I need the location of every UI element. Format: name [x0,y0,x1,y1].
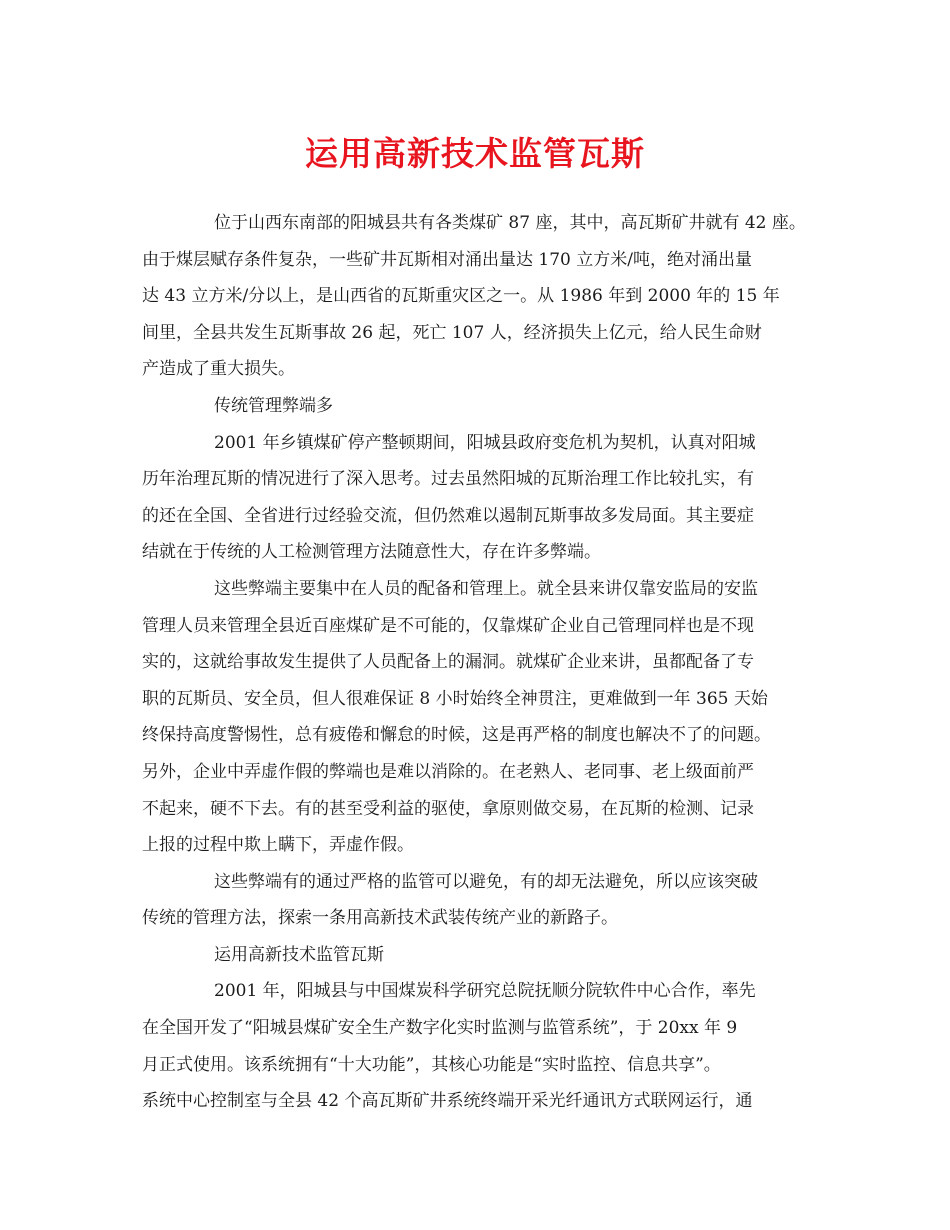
section-heading: 运用高新技术监管瓦斯 [214,944,384,965]
paragraph-line: 实的，这就给事故发生提供了人员配备上的漏洞。就煤矿企业来讲，虽都配备了专 [142,652,754,673]
paragraph-line: 结就在于传统的人工检测管理方法随意性大，存在许多弊端。 [142,542,601,563]
paragraph-line: 2001 年，阳城县与中国煤炭科学研究总院抚顺分院软件中心合作，率先 [214,981,756,1002]
paragraph-line: 另外，企业中弄虚作假的弊端也是难以消除的。在老熟人、老同事、老上级面前严 [142,761,754,782]
paragraph-line: 管理人员来管理全县近百座煤矿是不可能的，仅靠煤矿企业自己管理同样也是不现 [142,615,754,636]
paragraph-line: 这些弊端主要集中在人员的配备和管理上。就全县来讲仅靠安监局的安监 [214,578,758,599]
paragraph-line: 系统中心控制室与全县 42 个高瓦斯矿井系统终端开采光纤通讯方式联网运行，通 [142,1091,753,1112]
paragraph-line: 传统的管理方法，探索一条用高新技术武装传统产业的新路子。 [142,908,618,929]
document-title: 运用高新技术监管瓦斯 [305,134,645,173]
section-heading: 传统管理弊端多 [214,395,333,416]
document-body [142,205,812,1120]
paragraph-line: 的还在全国、全省进行过经验交流，但仍然难以遏制瓦斯事故多发局面。其主要症 [142,505,754,526]
paragraph-line: 间里，全县共发生瓦斯事故 26 起，死亡 107 人，经济损失上亿元，给人民生命财 [142,322,762,343]
paragraph-line: 产造成了重大损失。 [142,359,295,380]
paragraph-line: 这些弊端有的通过严格的监管可以避免，有的却无法避免，所以应该突破 [214,871,758,892]
paragraph-line: 由于煤层赋存条件复杂，一些矿井瓦斯相对涌出量达 170 立方米/吨，绝对涌出量 [142,249,752,270]
paragraph-line: 终保持高度警惕性，总有疲倦和懈怠的时候，这是再严格的制度也解决不了的问题。 [142,725,771,746]
paragraph-line: 上报的过程中欺上瞒下，弄虚作假。 [142,835,414,856]
paragraph-line: 2001 年乡镇煤矿停产整顿期间，阳城县政府变危机为契机，认真对阳城 [214,432,756,453]
paragraph-line: 历年治理瓦斯的情况进行了深入思考。过去虽然阳城的瓦斯治理工作比较扎实，有 [142,469,754,490]
paragraph-line: 不起来，硬不下去。有的甚至受利益的驱使，拿原则做交易，在瓦斯的检测、记录 [142,798,754,819]
paragraph-line: 月正式使用。该系统拥有“十大功能”，其核心功能是“实时监控、信息共享”。 [142,1054,721,1075]
paragraph-line: 职的瓦斯员、安全员，但人很难保证 8 小时始终全神贯注，更难做到一年 365 天始 [142,688,768,709]
paragraph-line: 位于山西东南部的阳城县共有各类煤矿 87 座，其中，高瓦斯矿井就有 42 座。 [214,213,806,233]
paragraph-line: 在全国开发了“阳城县煤矿安全生产数字化实时监测与监管系统”，于 20xx 年 9 [142,1018,738,1039]
paragraph-line: 达 43 立方米/分以上，是山西省的瓦斯重灾区之一。从 1986 年到 2000 年的 15 年 [142,286,780,307]
